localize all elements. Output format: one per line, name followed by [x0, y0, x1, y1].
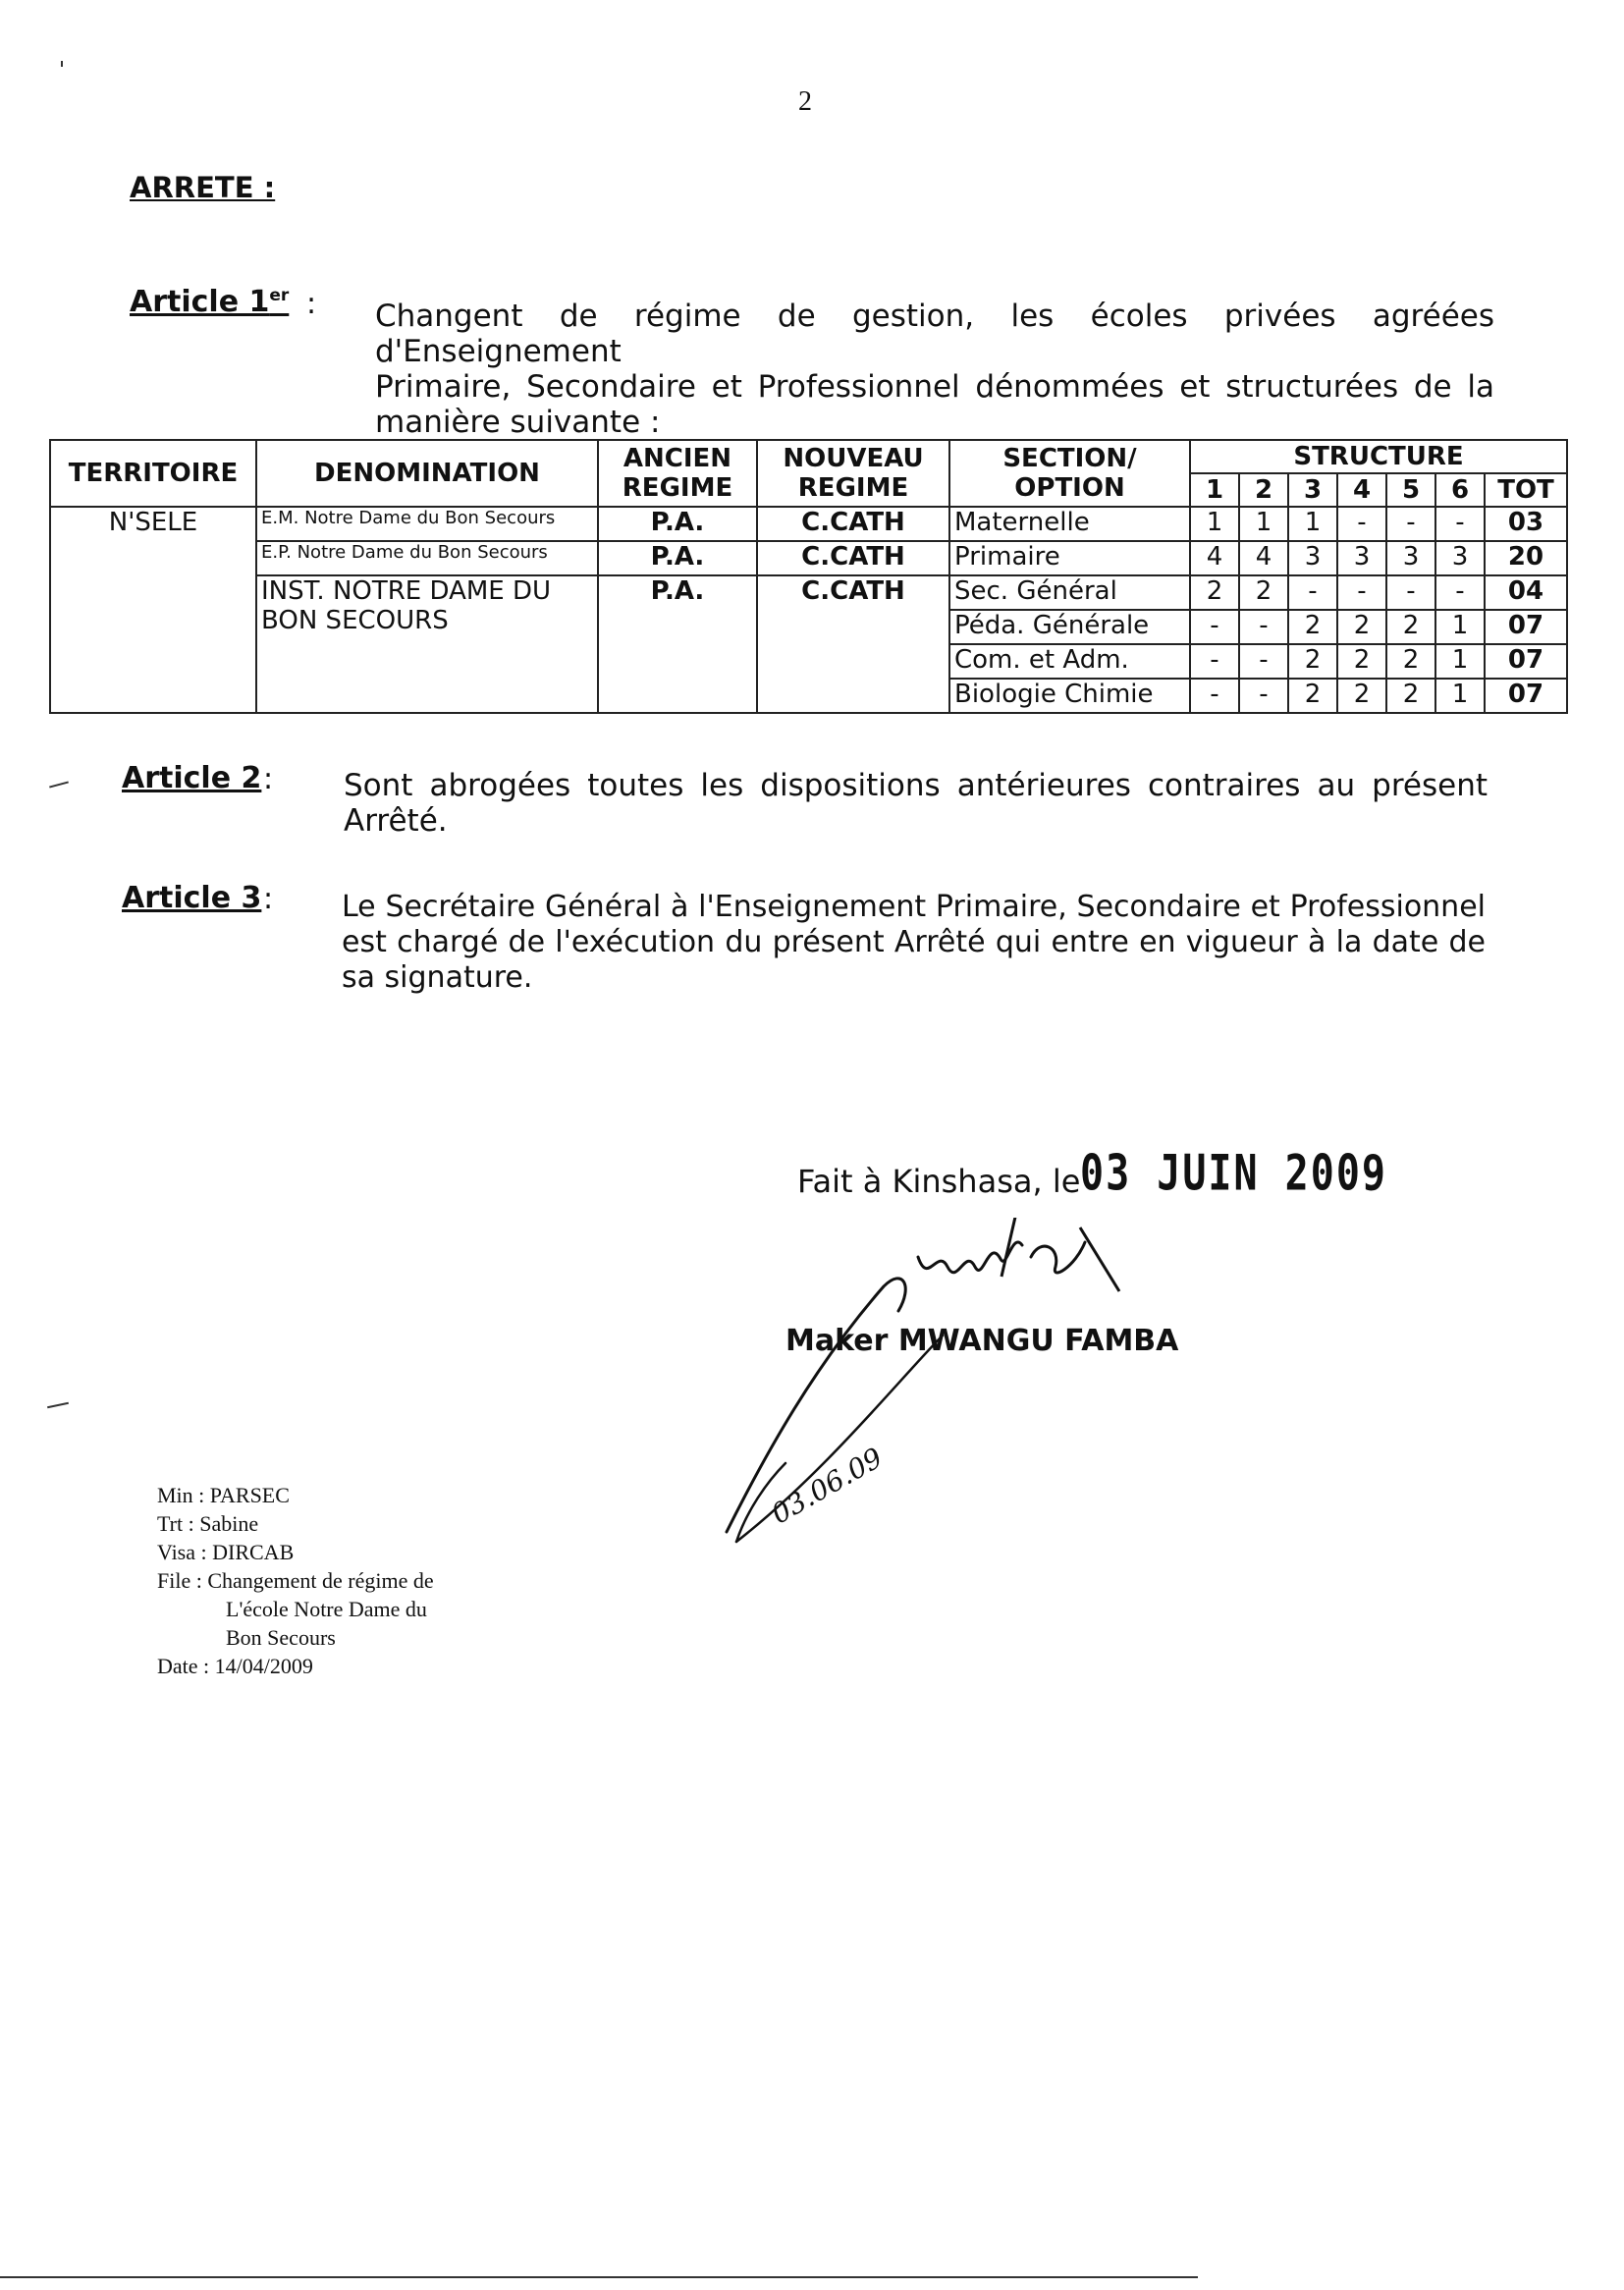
header-ancien-regime: ANCIEN REGIME: [598, 440, 757, 507]
article-3-line: Le Secrétaire Général à l'Enseignement Primaire, Secondaire et Professionnel: [342, 890, 1486, 924]
structure-value: 4: [1239, 541, 1288, 575]
structure-value: 3: [1386, 541, 1435, 575]
article-2-text: [344, 768, 1488, 839]
structure-total: 07: [1485, 610, 1567, 644]
signer-name: Maker MWANGU FAMBA: [785, 1324, 1179, 1358]
handwritten-date: 03.06.09: [766, 1441, 889, 1531]
section-cell: Maternelle: [949, 507, 1190, 541]
meta-date: Date : 14/04/2009: [157, 1654, 313, 1678]
article-1-line: manière suivante :: [375, 405, 661, 440]
school-name-cell: E.P. Notre Dame du Bon Secours: [256, 541, 598, 575]
header-col-4: 4: [1337, 473, 1386, 507]
school-name-cell: INST. NOTRE DAME DU BON SECOURS: [256, 575, 598, 713]
structure-value: -: [1435, 507, 1485, 541]
article-1-line: Primaire, Secondaire et Professionnel dénommées et structurées de la: [375, 369, 1494, 405]
structure-value: -: [1190, 644, 1239, 679]
page-number: 2: [798, 86, 812, 117]
structure-value: 2: [1288, 644, 1337, 679]
structure-value: 3: [1337, 541, 1386, 575]
header-col-3: 3: [1288, 473, 1337, 507]
nouveau-regime-cell: C.CATH: [757, 541, 949, 575]
structure-value: 4: [1190, 541, 1239, 575]
structure-value: -: [1337, 507, 1386, 541]
structure-value: -: [1386, 575, 1435, 610]
meta-min: Min : PARSEC: [157, 1483, 290, 1507]
section-cell: Biologie Chimie: [949, 679, 1190, 713]
table-row: [50, 541, 1567, 575]
structure-value: 2: [1288, 679, 1337, 713]
meta-file: File : Changement de régime de: [157, 1568, 434, 1593]
ancien-regime-cell: P.A.: [598, 507, 757, 541]
header-col-1: 1: [1190, 473, 1239, 507]
structure-value: 2: [1337, 679, 1386, 713]
table-row: [50, 575, 1567, 610]
section-cell: Primaire: [949, 541, 1190, 575]
structure-value: 1: [1190, 507, 1239, 541]
structure-total: 07: [1485, 644, 1567, 679]
header-col-5: 5: [1386, 473, 1435, 507]
structure-value: 2: [1190, 575, 1239, 610]
section-cell: Sec. Général: [949, 575, 1190, 610]
header-territoire: TERRITOIRE: [50, 440, 256, 507]
structure-value: 2: [1386, 610, 1435, 644]
article-2-line: Arrêté.: [344, 803, 448, 839]
structure-value: 3: [1288, 541, 1337, 575]
section-cell: Com. et Adm.: [949, 644, 1190, 679]
bottom-rule: [0, 2276, 1198, 2278]
structure-value: 1: [1239, 507, 1288, 541]
meta-trt: Trt : Sabine: [157, 1511, 259, 1536]
scan-speck: [61, 61, 63, 67]
article-2-colon: :: [263, 762, 274, 796]
meta-file-cont: L'école Notre Dame du: [226, 1597, 427, 1621]
document-metadata: [157, 1481, 434, 1680]
article-3-line: sa signature.: [342, 960, 533, 995]
stamp-date: 03 JUIN 2009: [1080, 1145, 1387, 1202]
structure-value: -: [1239, 610, 1288, 644]
school-structure-table: [49, 439, 1568, 714]
structure-value: -: [1386, 507, 1435, 541]
structure-value: 1: [1288, 507, 1337, 541]
structure-value: 3: [1435, 541, 1485, 575]
structure-value: -: [1239, 644, 1288, 679]
meta-file-cont: Bon Secours: [226, 1625, 336, 1650]
structure-value: 1: [1435, 679, 1485, 713]
structure-total: 20: [1485, 541, 1567, 575]
structure-value: 1: [1435, 644, 1485, 679]
school-name-cell: E.M. Notre Dame du Bon Secours: [256, 507, 598, 541]
place-date-line: Fait à Kinshasa, le: [797, 1163, 1081, 1200]
structure-value: 2: [1288, 610, 1337, 644]
structure-value: 2: [1386, 644, 1435, 679]
nouveau-regime-cell: C.CATH: [757, 507, 949, 541]
territoire-cell: N'SELE: [50, 507, 256, 713]
structure-value: 1: [1435, 610, 1485, 644]
structure-value: -: [1435, 575, 1485, 610]
structure-value: -: [1288, 575, 1337, 610]
article-3-colon: :: [263, 882, 274, 916]
ancien-regime-cell: P.A.: [598, 541, 757, 575]
header-col-2: 2: [1239, 473, 1288, 507]
article-3-label: Article 3: [122, 881, 262, 915]
scan-speck: [49, 781, 69, 788]
ancien-regime-cell: P.A.: [598, 575, 757, 713]
article-2-line: Sont abrogées toutes les dispositions antérieures contraires au présent: [344, 768, 1488, 803]
article-2-label: Article 2: [122, 761, 262, 795]
structure-value: -: [1190, 610, 1239, 644]
section-cell: Péda. Générale: [949, 610, 1190, 644]
arrete-heading: ARRETE :: [130, 171, 276, 204]
header-section-option: SECTION/ OPTION: [949, 440, 1190, 507]
article-3-line: est chargé de l'exécution du présent Arrêté qui entre en vigueur à la date de: [342, 925, 1486, 959]
header-structure: STRUCTURE: [1190, 440, 1567, 473]
header-denomination: DENOMINATION: [256, 440, 598, 507]
structure-total: 07: [1485, 679, 1567, 713]
structure-value: 2: [1386, 679, 1435, 713]
article-1-sup: er: [269, 286, 290, 305]
structure-value: 2: [1337, 644, 1386, 679]
nouveau-regime-cell: C.CATH: [757, 575, 949, 713]
structure-value: -: [1239, 679, 1288, 713]
article-1-colon: :: [306, 287, 317, 321]
article-1-text: [375, 299, 1494, 440]
article-3-text: [342, 890, 1486, 996]
header-col-tot: TOT: [1485, 473, 1567, 507]
structure-value: -: [1337, 575, 1386, 610]
header-col-6: 6: [1435, 473, 1485, 507]
meta-visa: Visa : DIRCAB: [157, 1540, 295, 1564]
article-1-line: Changent de régime de gestion, les écoles privées agréées d'Enseignement: [375, 299, 1494, 369]
structure-total: 04: [1485, 575, 1567, 610]
structure-value: 2: [1337, 610, 1386, 644]
article-1-label: Article 1er: [130, 285, 290, 319]
structure-value: -: [1190, 679, 1239, 713]
header-nouveau-regime: NOUVEAU REGIME: [757, 440, 949, 507]
structure-value: 2: [1239, 575, 1288, 610]
scan-speck: [47, 1402, 69, 1409]
structure-total: 03: [1485, 507, 1567, 541]
table-row: [50, 507, 1567, 541]
